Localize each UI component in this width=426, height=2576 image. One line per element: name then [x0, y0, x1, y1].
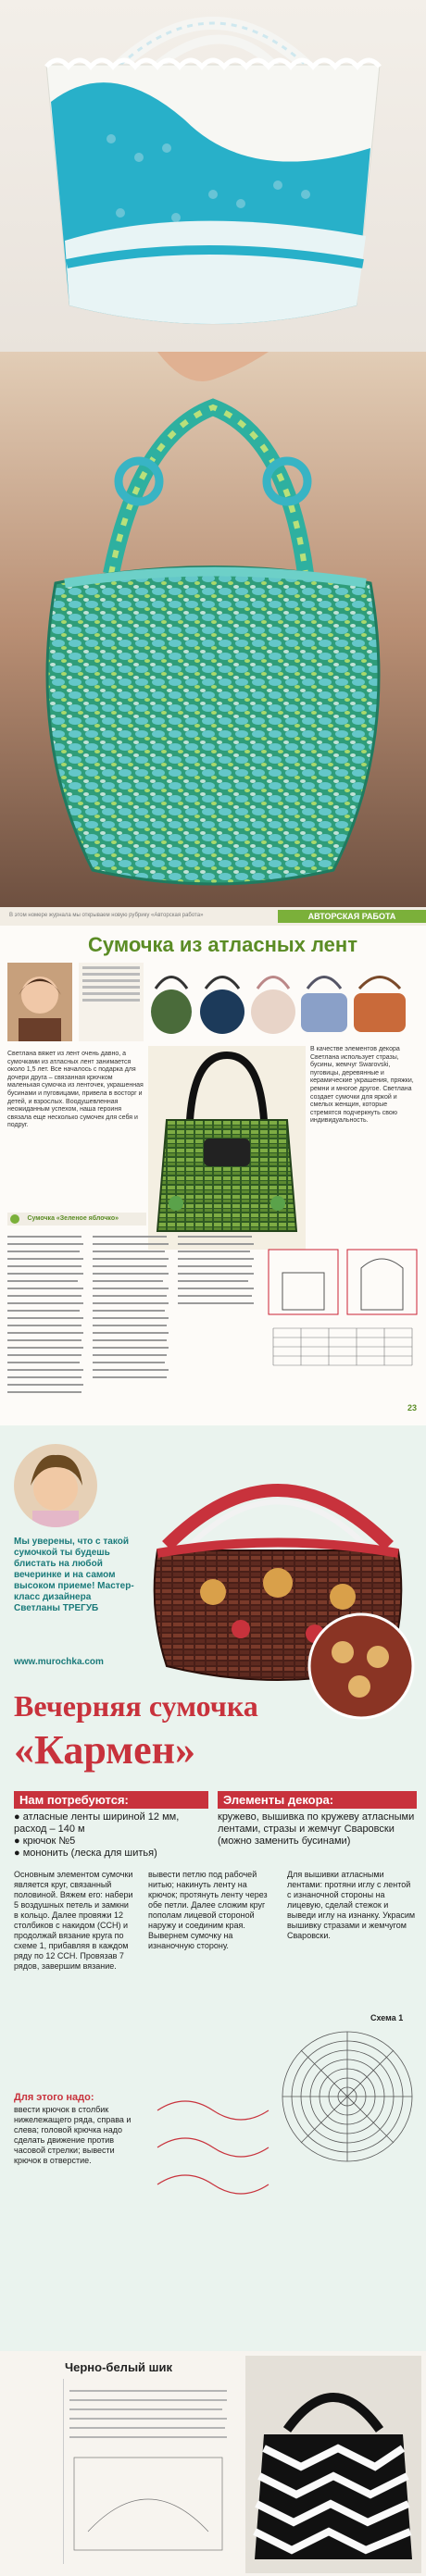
- intro-quote: Мы уверены, что с такой сумочкой ты будешь блистать на любой вечеринке и на самом высоком приеме! Мастер-класс дизайнера Светланы ТРЕГУБ: [14, 1537, 134, 1613]
- black-white-bag-photo: [245, 2356, 421, 2573]
- magazine-page-satin: [0, 907, 426, 1425]
- howto-heading: Для этого надо:: [14, 2092, 94, 2103]
- caption-bar: [7, 1213, 146, 1226]
- designer-site: www.murochka.com: [14, 1657, 104, 1667]
- section-title: Черно-белый шик: [65, 2360, 172, 2374]
- instruction-columns: [7, 1231, 257, 1416]
- bag-thumbnails: [148, 961, 426, 1044]
- left-sidebar: [7, 2379, 64, 2564]
- bag-schemes: [264, 1236, 421, 1412]
- howto-text: ввести крючок в столбик нижележащего ряда, справа и слева; головой крючка надо сделать движение против часовой стрелки; вывести крючок в отверстие.: [14, 2105, 132, 2165]
- portrait-illustration: [7, 963, 72, 1041]
- title-line-1: Вечерняя сумочка: [14, 1689, 258, 1723]
- materials-item: ● атласные ленты шириной 12 мм, расход – 140 м: [14, 1811, 180, 1835]
- detail-circle: [306, 1611, 417, 1722]
- round-scheme: [278, 2027, 417, 2166]
- materials-item: ● крючок №5: [14, 1836, 76, 1847]
- designer-portrait: [14, 1444, 97, 1527]
- decor-heading: Элементы декора:: [218, 1791, 417, 1809]
- decor-text: В качестве элементов декора Светлана использует стразы, бусины, жемчуг Swarovski, пуговицы, деревянные и керамические украшения, пряжки, ремни и многое другое. Светлана создает сумочки для яркой и смелых женщин, которые стремятся подчеркнуть свою индивидуальность.: [310, 1046, 414, 1125]
- materials-heading: Нам потребуются:: [14, 1791, 208, 1809]
- designer-photo: [14, 1444, 97, 1527]
- photo-green-bag: [0, 352, 426, 907]
- author-details: [79, 963, 144, 1041]
- magazine-page-carmen: [0, 1425, 426, 2351]
- materials-item: ● мононить (леска для шитья): [14, 1848, 157, 1859]
- stitch-diagrams: [148, 2092, 278, 2203]
- howto-block: [14, 2092, 134, 2166]
- intro-text: Светлана вяжет из лент очень давно, а сумочками из атласных лент занимается около 1,5 лет. Все началось с подарка для дочери друга – связанная крючком маленькая сумочка из ленточек, украшенная бусинами и пуговицами, привела в восторг и детей, и взрослых. Воодушевленная неожиданным успехом, наша героиня связала еще несколько сумочек для себя и подруг.: [7, 1051, 144, 1129]
- green-apple-bag-photo: [148, 1046, 306, 1250]
- scheme-label: Схема 1: [370, 2013, 404, 2022]
- title-line-2: «Кармен»: [14, 1727, 195, 1773]
- caption-number-icon: [10, 1214, 19, 1224]
- rubric-badge: АВТОРСКАЯ РАБОТА: [278, 910, 426, 923]
- author-portrait: [7, 963, 72, 1041]
- photo-turquoise-bag: [0, 0, 426, 352]
- header-note: В этом номере журнала мы открываем новую рубрику «Авторская работа»: [9, 913, 204, 918]
- decor-block: [218, 1791, 417, 1848]
- text-lines: [69, 2383, 236, 2564]
- magazine-page-black-white: [0, 2351, 426, 2576]
- green-bag-illustration: [0, 352, 426, 907]
- caption-text: Сумочка «Зеленое яблочко»: [27, 1215, 119, 1222]
- materials-block: [14, 1791, 208, 1860]
- page-number: 23: [407, 1403, 418, 1412]
- text-lines: [7, 1231, 257, 1416]
- instructions-col-1: Основным элементом сумочки является круг, связанный половиной. Вяжем его: набери 5 воздушных петель и замкни в кольцо. Далее провяжи 12 столбиков с накидом (ССН) и продолжай вязание круга по схеме 1, прибавляя в каждом ряду по 12 ССН. Провязав 7 рядов, завершим вязание.: [14, 1870, 133, 1971]
- instructions-col-2: вывести петлю под рабочей нитью; накинуть ленту на крючок; протянуть ленту через обе петли. Далее сложим круг пополам лицевой стороной наружу и соединим края. Вывернем сумочку на изнаночную сторону.: [148, 1870, 268, 1950]
- page-title: Сумочка из атласных лент: [88, 933, 357, 956]
- text-area: [69, 2383, 236, 2564]
- decor-text: кружево, вышивка по кружеву атласными лентами, стразы и жемчуг Сваровски (можно заменить бусинами): [218, 1811, 415, 1847]
- turquoise-bag-illustration: [0, 0, 426, 352]
- instructions-col-3: Для вышивки атласными лентами: протяни иглу с лентой с изнаночной стороны на лицевую, сделай стежок и выведи иглу на изнанку. Украсим вышивку стразами и жемчугом Сваровски.: [287, 1870, 416, 1940]
